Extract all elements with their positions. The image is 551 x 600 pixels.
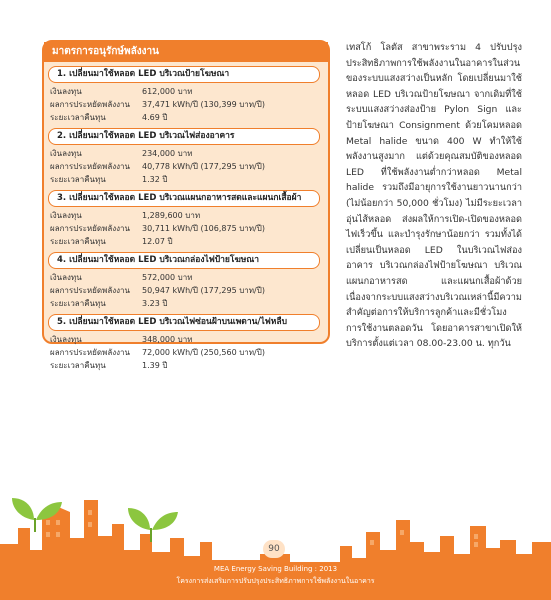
measure-title: 5. เปลี่ยนมาใช้หลอด LED บริเวณไฟซ่อนฝ้าบนเพดาน/ไฟหลืบ [48, 314, 320, 331]
panel-title: มาตรการอนุรักษ์พลังงาน [44, 42, 328, 62]
measure-row-value: 348,000 บาท [142, 335, 193, 344]
measure-row [50, 359, 328, 372]
body-paragraph: เทสโก้ โลตัส สาขาพระราม 4 ปรับปรุงประสิทธิภาพการใช้พลังงานในอาคารในส่วนของระบบแสงสว่างเป็นหลัก โดยเปลี่ยนมาใช้หลอด LED บริเวณป้ายโฆษณา จากเดิมที่ใช้ระบบแสงสว่างส่องป้าย Pylon Sign และป้ายโฆษณา Consignment ด้วยโคมหลอด Metal halide ขนาด 400 W ทำให้ใช้พลังงานสูงมาก แต่ด้วยคุณสมบัติของหลอด LED ที่ใช้พลังงานต่ำกว่าหลอด Metal halide รวมถึงมีอายุการใช้งานยาวนานกว่า (ไม่น้อยกว่า 50,000 ชั่วโมง) ไม่มีระยะเวลาอุ่นไส้หลอด ส่งผลให้การเปิด-เปิดของหลอดไฟเร็วขึ้น และบำรุงรักษาน้อยกว่า รวมทั้งได้เปลี่ยนเป็นหลอด LED ในบริเวณไฟส่องอาคาร บริเวณกล่องไฟป้ายโฆษณา บริเวณแผนกอาหารสด และแผนกเสื้อผ้าด้วย เนื่องจากระบบแสงสว่างบริเวณเหล่านี้มีความสำคัญต่อการให้บริการลูกค้าและมีชั่วโมงการใช้งานตลอดวัน โดยอาคารสาขาเปิดให้บริการตั้งแต่เวลา 08.00-23.00 น. ทุกวัน [346, 42, 522, 350]
measure-title: 3. เปลี่ยนมาใช้หลอด LED บริเวณแผนกอาหารสดและแผนกเสื้อผ้า [48, 190, 320, 207]
measure-row-value: 50,947 kWh/ปี (177,295 บาท/ปี) [142, 286, 265, 295]
measure-row [50, 173, 328, 186]
measure-row-label: ผลการประหยัดพลังงาน [50, 348, 130, 357]
measure-row [50, 98, 328, 111]
energy-measures-panel [42, 40, 330, 370]
measure-title: 2. เปลี่ยนมาใช้หลอด LED บริเวณไฟส่องอาคาร [48, 128, 320, 145]
measure-row-value: 40,778 kWh/ปี (177,295 บาท/ปี) [142, 162, 265, 171]
measure-row-value: 1,289,600 บาท [142, 211, 201, 220]
measure-row-label: เงินลงทุน [50, 211, 82, 220]
measure-item [44, 314, 328, 372]
measure-item [44, 190, 328, 248]
measure-title: 1. เปลี่ยนมาใช้หลอด LED บริเวณป้ายโฆษณา [48, 66, 320, 83]
measure-row [50, 235, 328, 248]
measure-row-label: ระยะเวลาคืนทุน [50, 361, 106, 370]
measure-row-label: เงินลงทุน [50, 87, 82, 96]
measure-row-value: 30,711 kWh/ปี (106,875 บาท/ปี) [142, 224, 265, 233]
page-number: 90 [263, 540, 285, 558]
measure-row [50, 346, 328, 359]
measure-row [50, 222, 328, 235]
measure-rows [44, 271, 328, 310]
measure-row [50, 284, 328, 297]
measure-row-label: เงินลงทุน [50, 149, 82, 158]
measure-row-value: 12.07 ปี [142, 237, 173, 246]
measure-row-value: 72,000 kWh/ปี (250,560 บาท/ปี) [142, 348, 265, 357]
measures-list [44, 66, 328, 372]
measure-rows [44, 85, 328, 124]
measure-row-label: ผลการประหยัดพลังงาน [50, 162, 130, 171]
measure-rows [44, 333, 328, 372]
measure-row [50, 160, 328, 173]
leaf-icon-right [128, 508, 178, 542]
measure-row-value: 572,000 บาท [142, 273, 193, 282]
measure-row-label: ระยะเวลาคืนทุน [50, 175, 106, 184]
measure-row-label: เงินลงทุน [50, 273, 82, 282]
footer-subtitle: โครงการส่งเสริมการปรับปรุงประสิทธิภาพการใช้พลังงานในอาคาร [176, 577, 375, 585]
footer-title: MEA Energy Saving Building : 2013 [213, 565, 338, 573]
measure-row-label: ผลการประหยัดพลังงาน [50, 100, 130, 109]
measure-item [44, 66, 328, 124]
measure-row [50, 297, 328, 310]
measure-row-label: ระยะเวลาคืนทุน [50, 237, 106, 246]
measure-row-label: ระยะเวลาคืนทุน [50, 299, 106, 308]
measure-row [50, 271, 328, 284]
measure-row-label: ระยะเวลาคืนทุน [50, 113, 106, 122]
measure-row-label: เงินลงทุน [50, 335, 82, 344]
measure-row-value: 612,000 บาท [142, 87, 193, 96]
measure-row [50, 333, 328, 346]
measure-row-value: 37,471 kWh/ปี (130,399 บาท/ปี) [142, 100, 265, 109]
measure-row-label: ผลการประหยัดพลังงาน [50, 286, 130, 295]
measure-rows [44, 147, 328, 186]
measure-row-value: 4.69 ปี [142, 113, 168, 122]
measure-row-value: 1.39 ปี [142, 361, 168, 370]
measure-row [50, 147, 328, 160]
measure-row-value: 3.23 ปี [142, 299, 168, 308]
measure-row-value: 234,000 บาท [142, 149, 193, 158]
measure-title: 4. เปลี่ยนมาใช้หลอด LED บริเวณกล่องไฟป้ายโฆษณา [48, 252, 320, 269]
measure-item [44, 252, 328, 310]
measure-row-value: 1.32 ปี [142, 175, 168, 184]
measure-row [50, 111, 328, 124]
measure-row [50, 209, 328, 222]
measure-item [44, 128, 328, 186]
measure-row [50, 85, 328, 98]
measure-row-label: ผลการประหยัดพลังงาน [50, 224, 130, 233]
measure-rows [44, 209, 328, 248]
